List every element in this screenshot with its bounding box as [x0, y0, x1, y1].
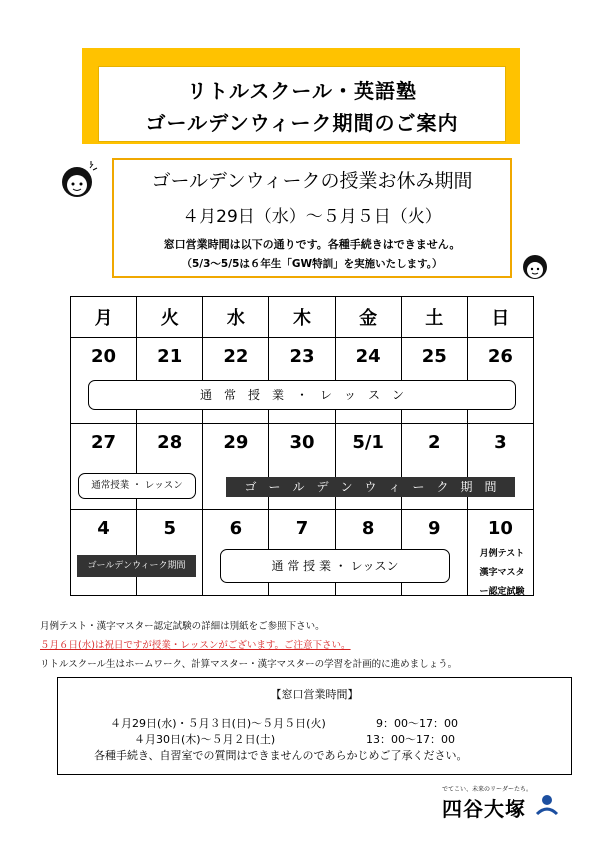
hours-heading: 【窓口営業時間】 — [270, 688, 359, 701]
hours-row1-time: 9：00～17：00 — [376, 717, 458, 730]
office-hours-box — [57, 677, 572, 775]
weekday-wed: 水 — [203, 297, 269, 338]
yotsuya-otsuka-logo: 四谷大塚 — [442, 797, 526, 821]
date-number: 23 — [289, 346, 315, 367]
golden-week-bar-week2: ゴ ー ル デ ン ウ ィ ー ク 期 間 — [226, 477, 515, 497]
date-cell — [137, 510, 203, 596]
kid-face-icon — [56, 158, 100, 202]
footnote-2-warning: ５月６日(水)は祝日ですが授業・レッスンがございます。ご注意下さい。 — [40, 640, 351, 651]
weekday-fri: 金 — [335, 297, 401, 338]
regular-class-bar-week1: 通 常 授 業 ・ レ ッ ス ン — [88, 380, 516, 410]
notice-text-1: 窓口営業時間は以下の通りです。各種手続きはできません。 — [163, 238, 461, 251]
footnote-3: リトルスクール生はホームワーク、計算マスター・漢字マスターの学習を計画的に進めましょう。 — [40, 659, 458, 670]
title-box — [98, 66, 506, 142]
title-line-1: リトルスクール・英語塾 — [187, 79, 417, 103]
date-number: 9 — [428, 518, 441, 539]
notice-period: ４月29日（水）～５月５日（火） — [182, 207, 442, 227]
monthly-test-note-line: ー認定試験 — [479, 587, 525, 597]
date-number: 26 — [487, 346, 513, 367]
date-number: 22 — [223, 346, 249, 367]
weekday-sat: 土 — [401, 297, 467, 338]
monthly-test-note-line: 漢字マスタ — [479, 568, 525, 578]
notice-text-2: （5/3～5/5は６年生「GW特訓」を実施いたします。） — [181, 258, 443, 270]
date-cell — [71, 510, 137, 596]
date-number: 7 — [295, 518, 309, 539]
holiday-notice — [112, 158, 512, 278]
date-number: 21 — [157, 346, 183, 367]
date-number: 10 — [487, 518, 513, 539]
date-number: 28 — [157, 432, 183, 453]
date-number: 27 — [91, 432, 117, 453]
date-number: 8 — [361, 518, 375, 539]
date-number: 25 — [421, 346, 447, 367]
weekday-tue: 火 — [137, 297, 203, 338]
weekday-mon: 月 — [71, 297, 137, 338]
hours-row1-days: ４月29日(水)・５月３日(日)～５月５日(火) — [110, 717, 326, 730]
date-number: 6 — [229, 518, 243, 539]
weekday-thu: 木 — [269, 297, 335, 338]
golden-week-bar-week3: ゴールデンウィーク期間 — [77, 555, 196, 577]
yotsuya-logo-mark-icon — [534, 792, 560, 818]
date-number: 29 — [223, 432, 249, 453]
weekday-sun: 日 — [467, 297, 533, 338]
title-line-2: ゴールデンウィーク期間のご案内 — [145, 111, 459, 135]
kid-face-icon — [518, 250, 552, 284]
date-number: 2 — [428, 432, 441, 453]
hours-row2-time: 13：00～17：00 — [366, 733, 455, 746]
regular-class-bar-week2: 通常授業 ・ レッスン — [78, 473, 196, 499]
regular-class-bar-week3: 通 常 授 業 ・ レッスン — [220, 549, 450, 583]
date-number: 5/1 — [352, 432, 384, 453]
date-number: 5 — [163, 518, 176, 539]
date-number: 4 — [97, 518, 110, 539]
hours-note: 各種手続き、自習室での質問はできませんのであらかじめご了承ください。 — [94, 749, 468, 762]
hours-row2-days: ４月30日(木)～５月２日(土) — [134, 733, 276, 746]
monthly-test-note-line: 月例テスト — [479, 549, 525, 559]
date-number: 30 — [289, 432, 315, 453]
monthly-test-note — [470, 545, 534, 602]
date-number: 24 — [355, 346, 381, 367]
date-number: 20 — [91, 346, 117, 367]
logo-tagline: でてこい、未来のリーダーたち。 — [442, 786, 533, 793]
footnote-1: 月例テスト・漢字マスター認定試験の詳細は別紙をご参照下さい。 — [40, 621, 325, 632]
date-number: 3 — [494, 432, 507, 453]
weekday-row — [71, 297, 534, 338]
notice-heading: ゴールデンウィークの授業お休み期間 — [151, 170, 473, 192]
